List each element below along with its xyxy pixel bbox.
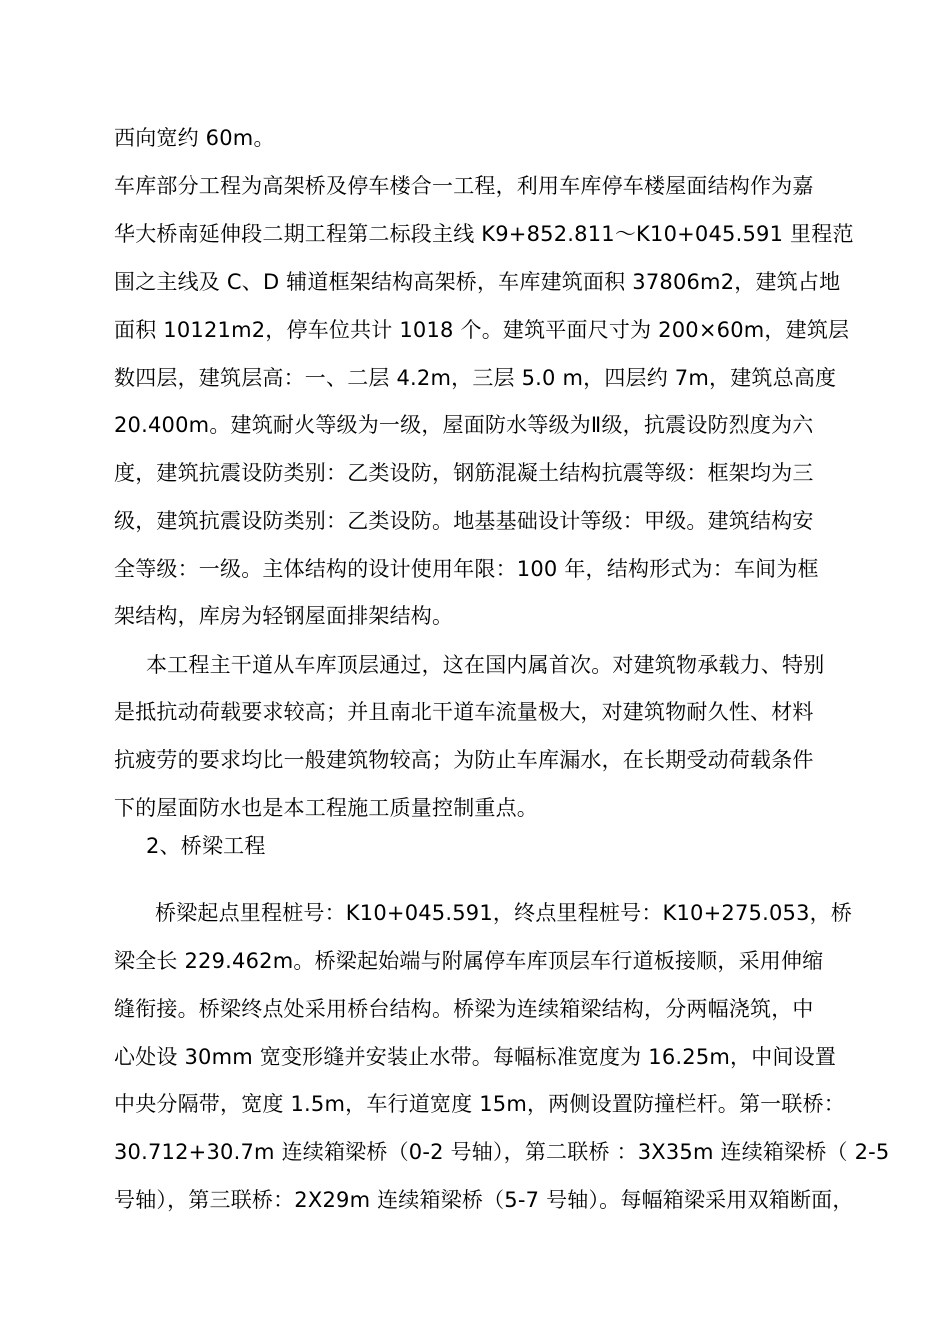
paragraph-line: 面积 10121m2，停车位共计 1018 个。建筑平面尺寸为 200×60m，建筑层 [114, 318, 850, 342]
paragraph-line: 级，建筑抗震设防类别：乙类设防。地基基础设计等级：甲级。建筑结构安 [114, 509, 814, 533]
paragraph-line: 架结构，库房为轻钢屋面排架结构。 [114, 604, 454, 628]
paragraph-line: 心处设 30mm 宽变形缝并安装止水带。每幅标准宽度为 16.25m，中间设置 [114, 1045, 837, 1069]
paragraph-line: 全等级：一级。主体结构的设计使用年限：100 年，结构形式为：车间为框 [114, 557, 819, 581]
paragraph-line: 车库部分工程为高架桥及停车楼合一工程，利用车库停车楼屋面结构作为嘉 [114, 174, 814, 198]
paragraph-line: 是抵抗动荷载要求较高；并且南北干道车流量极大，对建筑物耐久性、材料 [114, 700, 814, 724]
paragraph-line: 围之主线及 C、D 辅道框架结构高架桥，车库建筑面积 37806m2，建筑占地 [114, 270, 841, 294]
paragraph-line: 华大桥南延伸段二期工程第二标段主线 K9+852.811～K10+045.591 里程范 [114, 222, 854, 246]
paragraph-line: 桥梁起点里程桩号：K10+045.591，终点里程桩号：K10+275.053，桥 [155, 901, 853, 925]
section-heading: 2、桥梁工程 [146, 834, 266, 858]
paragraph-line: 30.712+30.7m 连续箱梁桥（0-2 号轴），第二联桥 ：3X35m 连续箱梁桥（ 2-5 [114, 1140, 890, 1164]
paragraph-line: 下的屋面防水也是本工程施工质量控制重点。 [114, 796, 538, 820]
paragraph-line: 号轴），第三联桥：2X29m 连续箱梁桥（5-7 号轴）。每幅箱梁采用双箱断面， [114, 1188, 854, 1212]
paragraph-line: 抗疲劳的要求均比一般建筑物较高；为防止车库漏水，在长期受动荷载条件 [114, 748, 814, 772]
paragraph-line: 西向宽约 60m。 [114, 126, 275, 150]
paragraph-line: 中央分隔带，宽度 1.5m，车行道宽度 15m，两侧设置防撞栏杆。第一联桥： [114, 1092, 845, 1116]
paragraph-line: 度，建筑抗震设防类别：乙类设防，钢筋混凝土结构抗震等级：框架均为三 [114, 461, 814, 485]
paragraph-line: 本工程主干道从车库顶层通过，这在国内属首次。对建筑物承载力、特别 [146, 653, 825, 677]
paragraph-line: 梁全长 229.462m。桥梁起始端与附属停车库顶层车行道板接顺，采用伸缩 [114, 949, 824, 973]
paragraph-line: 数四层，建筑层高：一、二层 4.2m，三层 5.0 m，四层约 7m，建筑总高度 [114, 366, 837, 390]
paragraph-line: 缝衔接。桥梁终点处采用桥台结构。桥梁为连续箱梁结构，分两幅浇筑，中 [114, 997, 814, 1021]
paragraph-line: 20.400m。建筑耐火等级为一级，屋面防水等级为Ⅱ级，抗震设防烈度为六 [114, 413, 814, 437]
